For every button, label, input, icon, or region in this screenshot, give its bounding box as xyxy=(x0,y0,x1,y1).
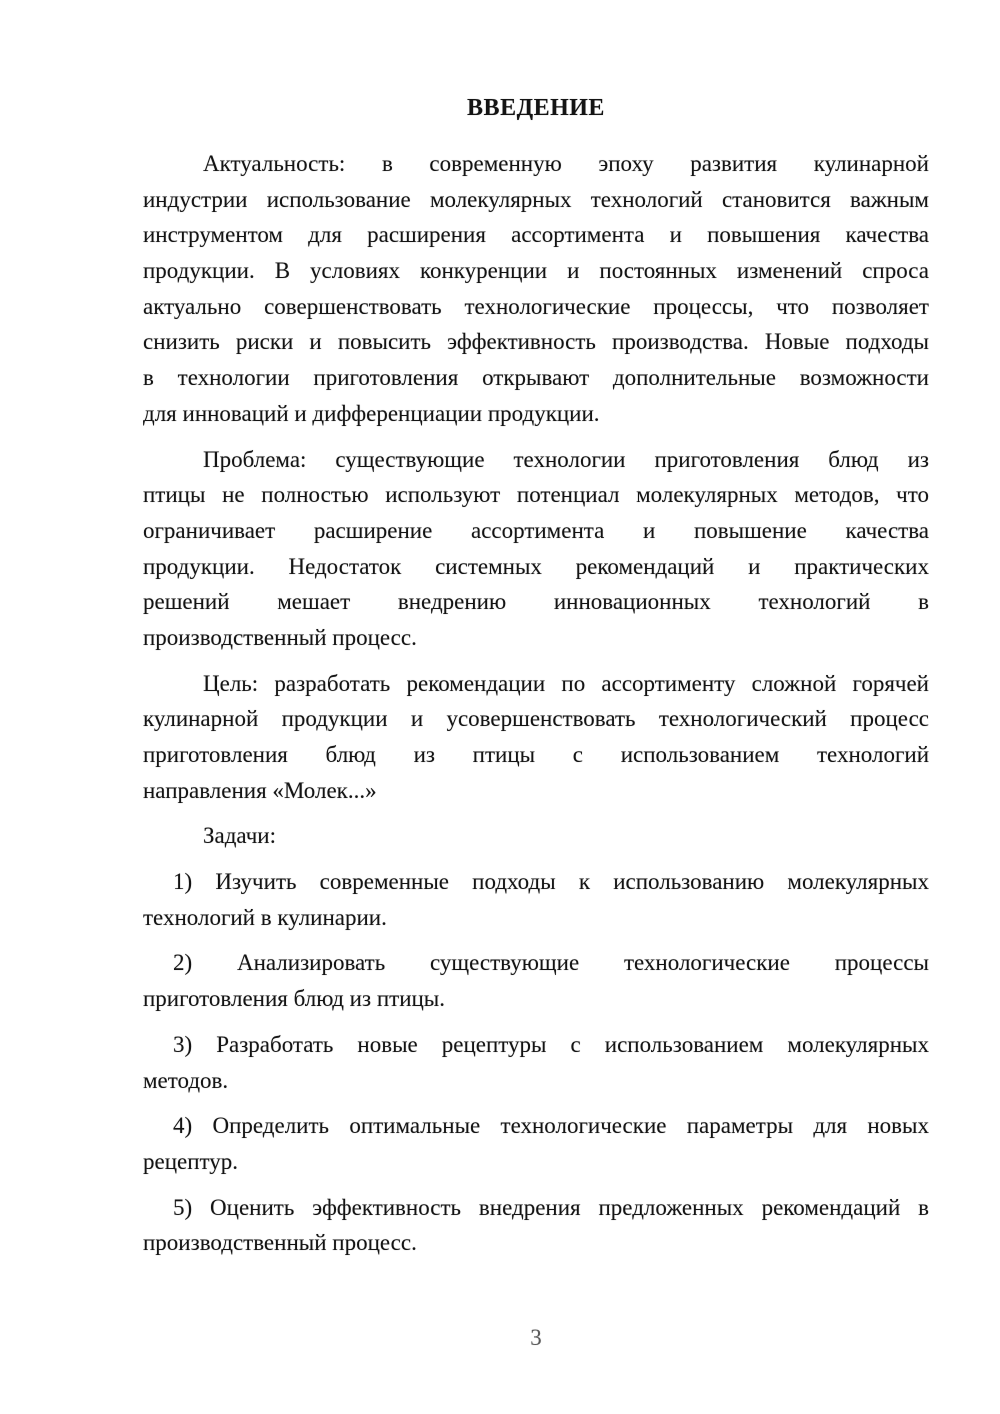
text-line: в технологии приготовления открывают дополнительные возможности xyxy=(143,365,929,391)
text-line: технологий в кулинарии. xyxy=(143,904,387,930)
text-line: кулинарной продукции и усовершенствовать технологический процесс xyxy=(143,706,929,732)
paragraph-tasks-label xyxy=(143,818,929,854)
text-line: методов. xyxy=(143,1067,229,1093)
text-line: продукции. Недостаток системных рекомендаций и практических xyxy=(143,553,929,579)
text-line: птицы не полностью используют потенциал молекулярных методов, что xyxy=(143,482,929,508)
text-line: инструментом для расширения ассортимента и повышения качества xyxy=(143,222,929,248)
task-item-4 xyxy=(143,1108,929,1179)
text-line: 4) Определить оптимальные технологические параметры для новых xyxy=(173,1113,929,1139)
text-line: актуально совершенствовать технологические процессы, что позволяет xyxy=(143,293,929,319)
text-line: снизить риски и повысить эффективность производства. Новые подходы xyxy=(143,329,929,355)
text-line: приготовления блюд из птицы с использованием технологий xyxy=(143,742,929,767)
document-body xyxy=(143,146,929,1261)
text-line: производственный процесс. xyxy=(143,1230,417,1256)
text-line: 3) Разработать новые рецептуры с использованием молекулярных xyxy=(173,1031,929,1057)
task-item-3 xyxy=(143,1027,929,1098)
text-line: продукции. В условиях конкуренции и постоянных изменений спроса xyxy=(143,258,929,284)
text-line: 2) Анализировать существующие технологические процессы xyxy=(173,950,929,976)
text-line: производственный процесс. xyxy=(143,624,417,650)
text-line: Цель: разработать рекомендации по ассортименту сложной горячей xyxy=(203,670,929,696)
paragraph-problem xyxy=(143,442,929,656)
text-line: 1) Изучить современные подходы к использованию молекулярных xyxy=(173,869,929,895)
text-line: ограничивает расширение ассортимента и повышение качества xyxy=(143,517,929,543)
paragraph-relevance xyxy=(143,146,929,432)
text-line: Задачи: xyxy=(203,823,276,849)
text-line: приготовления блюд из птицы. xyxy=(143,986,446,1012)
text-line: Актуальность: в современную эпоху развития кулинарной xyxy=(203,151,929,176)
task-item-5 xyxy=(143,1190,929,1261)
page-number: 3 xyxy=(530,1325,542,1350)
task-item-1 xyxy=(143,864,929,935)
text-line: направления «Молек...» xyxy=(143,777,377,803)
page-title: ВВЕДЕНИЕ xyxy=(467,95,605,121)
text-line: 5) Оценить эффективность внедрения предложенных рекомендаций в xyxy=(173,1194,929,1220)
text-line: рецептур. xyxy=(143,1148,239,1174)
text-line: решений мешает внедрению инновационных технологий в xyxy=(143,589,929,615)
text-line: индустрии использование молекулярных технологий становится важным xyxy=(143,186,929,212)
task-item-2 xyxy=(143,945,929,1016)
text-line: Проблема: существующие технологии приготовления блюд из xyxy=(203,446,929,472)
paragraph-goal xyxy=(143,666,929,809)
text-line: для инноваций и дифференциации продукции. xyxy=(143,400,600,426)
